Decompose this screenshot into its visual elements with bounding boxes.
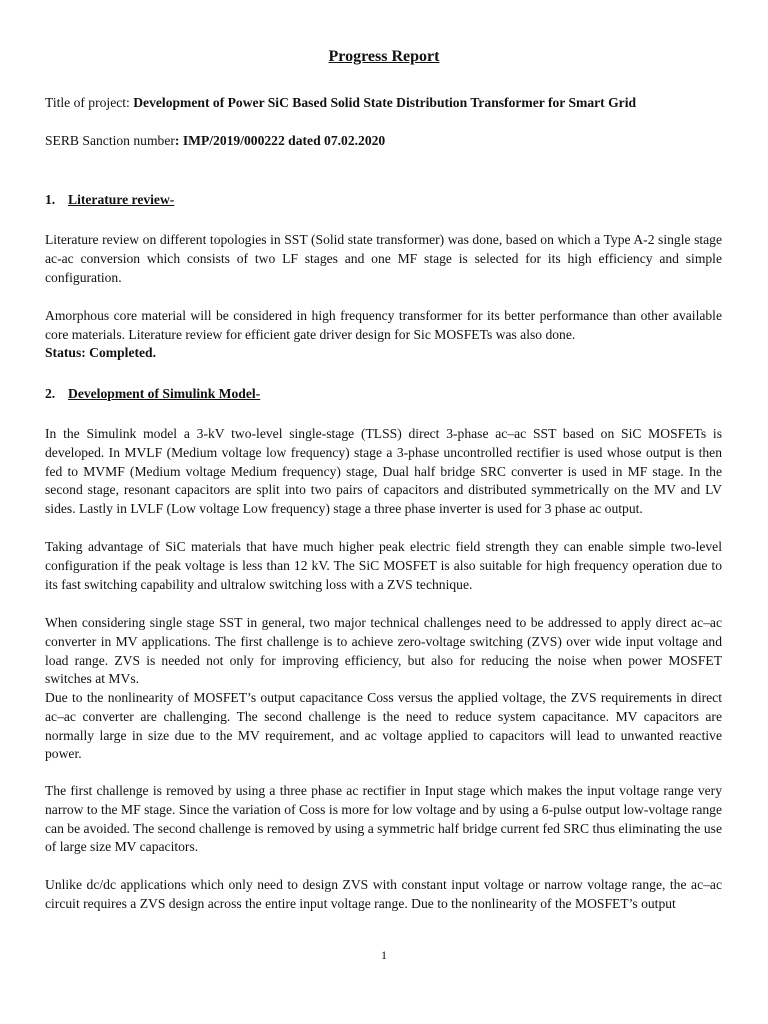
section-2-paragraph-3: When considering single stage SST in general, two major technical challenges need to be addressed to apply direct ac–ac converter in MV applications. The first challenge is to achieve zero-voltage switching (ZVS) over wide input voltage and load range. ZVS is needed not only for improving efficiency, but also for reducing the noise when power MOSFET switches at MVs. [45,615,722,687]
section-2-paragraph-1: In the Simulink model a 3-kV two-level single-stage (TLSS) direct 3-phase ac–ac SST based on SiC MOSFETs is developed. In MVLF (Medium voltage low frequency) stage a 3-phase uncontrolled rectifier is used whose output is then fed to MVMF (Medium voltage Medium frequency) stage, Dual half bridge SRC converter is used in MF stage. In the second stage, resonant capacitors are split into two pairs of capacitors and distributed symmetrically on the MV and LV sides. Lastly in LVLF (Low voltage Low frequency) stage a three phase inverter is used for 3 phase ac output. [45,426,722,517]
project-title-label: Title of project: [45,95,134,110]
section-2-title: Development of Simulink Model- [68,386,261,401]
section-1-paragraph-1: Literature review on different topologies in SST (Solid state transformer) was done, based on which a Type A-2 single stage ac-ac conversion which consists of two LF stages and one MF stage is selected for its high efficiency and simple configuration. [45,232,722,285]
section-2-paragraph-5: The first challenge is removed by using a three phase ac rectifier in Input stage which makes the input voltage range very narrow to the MF stage. Since the variation of Coss is more for low voltage and by using a 6-pulse output low-voltage range can be avoided. The second challenge is removed by using a symmetric half bridge current fed SRC thus eliminating the use of large size MV capacitors. [45,783,722,855]
section-1-title: Literature review- [68,192,175,207]
section-2-paragraph-2: Taking advantage of SiC materials that have much higher peak electric field strength they can enable simple two-level configuration if the peak voltage is less than 12 kV. The SiC MOSFET is also suitable for high frequency operation due to its fast switching capability and ultralow switching loss with a ZVS technique. [45,539,722,592]
sanction-label: SERB Sanction number [45,133,175,148]
section-2-paragraph-4: Due to the nonlinearity of MOSFET’s output capacitance Coss versus the applied voltage, the ZVS requirements in direct ac–ac converter are challenging. The second challenge is the need to reduce system capacitance. MV capacitors are normally large in size due to the MV requirement, and ac voltage applied to capacitors will lead to unwanted reactive power. [45,690,722,762]
sanction-value: : IMP/2019/000222 dated 07.02.2020 [174,133,386,148]
project-title-line [45,95,725,111]
project-title-value: Development of Power SiC Based Solid State Distribution Transformer for Smart Grid [133,95,637,110]
section-2-heading [45,386,260,402]
section-1-paragraph-2: Amorphous core material will be considered in high frequency transformer for its better performance than other available core materials. Literature review for efficient gate driver design for Sic MOSFETs was also done. [45,308,722,342]
section-1-status: Status: Completed. [45,345,157,360]
section-2-number: 2. [45,386,56,401]
section-1-number: 1. [45,192,56,207]
sanction-line [45,133,725,149]
section-1-heading [45,192,174,208]
page-number: 1 [381,948,387,962]
report-title: Progress Report [328,48,440,65]
section-2-paragraph-6: Unlike dc/dc applications which only need to design ZVS with constant input voltage or narrow voltage range, the ac–ac circuit requires a ZVS design across the entire input voltage range. Due to the nonlinearity of the MOSFET’s output [45,877,722,911]
